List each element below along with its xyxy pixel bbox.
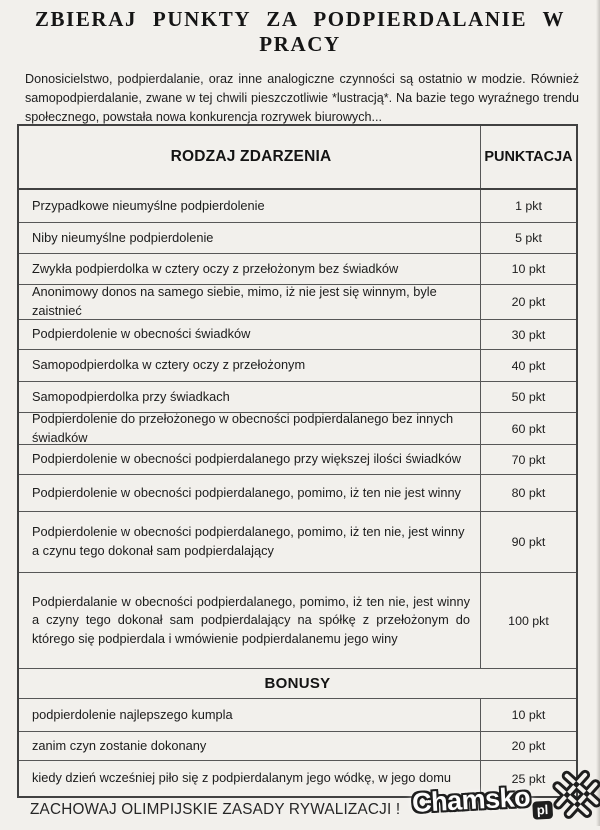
bonus-section-title: BONUSY (264, 675, 331, 692)
brand-tld-badge: pl (533, 801, 553, 820)
event-cell: Niby nieumyślne podpierdolenie (32, 229, 214, 245)
event-cell: kiedy dzień wcześniej piło się z podpierdalanym jego wódkę, w jego domu (32, 770, 451, 786)
event-cell: Podpierdolenie do przełożonego w obecności podpierdalanego bez innych świadków (32, 410, 454, 445)
table-row (19, 320, 576, 350)
points-cell: 60 pkt (480, 413, 576, 444)
event-cell: Zwykła podpierdolka w cztery oczy z przełożonym bez świadków (32, 260, 399, 276)
table-row (19, 190, 576, 223)
intro-paragraph: Donosicielstwo, podpierdalanie, oraz inne analogiczne czynności są ostatnio w modzie. Również samopodpierdalanie, zwane w tej chwili pieszczotliwie *lustracją*. Na bazie tego wyraźnego trendu społecznego, powstała nowa konkurencja rozrywek biurowych... (25, 72, 579, 125)
footer-note: ZACHOWAJ OLIMPIJSKIE ZASADY RYWALIZACJI ! (30, 801, 401, 818)
points-cell: 90 pkt (480, 512, 576, 572)
event-cell: podpierdolenie najlepszego kumpla (32, 706, 233, 722)
points-cell: 20 pkt (480, 285, 576, 319)
points-cell: 5 pkt (480, 223, 576, 253)
points-cell: 20 pkt (480, 732, 576, 760)
event-cell: Przypadkowe nieumyślne podpierdolenie (32, 197, 265, 213)
points-cell: 40 pkt (480, 350, 576, 381)
table-row (19, 285, 576, 320)
points-cell: 100 pkt (480, 573, 576, 668)
table-row (19, 732, 576, 761)
event-cell: Podpierdolenie w obecności świadków (32, 326, 251, 342)
points-cell: 10 pkt (480, 254, 576, 284)
page-title: ZBIERAJ PUNKTY ZA PODPIERDALANIE W PRACY (34, 7, 566, 56)
event-cell: Podpierdolenie w obecności podpierdalanego, pomimo, iż ten nie, jest winny a czynu tego dokonał sam podpierdalający (32, 524, 465, 558)
table-row (19, 699, 576, 732)
points-cell: 25 pkt (480, 761, 576, 796)
column-header-event: RODZAJ ZDARZENIA (170, 147, 332, 165)
event-cell: Podpierdolenie w obecności podpierdalanego, pomimo, iż ten nie jest winny (32, 484, 461, 500)
points-cell: 50 pkt (480, 382, 576, 412)
points-cell: 1 pkt (480, 190, 576, 222)
points-cell: 70 pkt (480, 445, 576, 474)
event-cell: zanim czyn zostanie dokonany (32, 737, 207, 753)
event-cell: Podpierdalanie w obecności podpierdalanego, pomimo, iż ten nie, jest winny a czyny tego dokonał sam podpierdalający na spółkę z przełożonym do którego się podpierdala i wmówienie podpierdalanemu jego winy (32, 593, 470, 646)
hash-grid-icon (549, 766, 600, 823)
bonus-section-header (19, 669, 576, 699)
table-row (19, 223, 576, 254)
chamsko-watermark (411, 766, 600, 830)
column-header-points: PUNKTACJA (480, 126, 576, 188)
points-cell: 80 pkt (480, 475, 576, 511)
event-cell: Anonimowy donos na samego siebie, mimo, iż nie jest się winnym, byle zaistnieć (32, 284, 437, 318)
table-row (19, 475, 576, 512)
points-cell: 30 pkt (480, 320, 576, 349)
score-table (17, 124, 578, 798)
table-row (19, 350, 576, 382)
table-row (19, 573, 576, 669)
event-cell: Samopodpierdolka w cztery oczy z przełożonym (32, 357, 306, 373)
event-cell: Podpierdolenie w obecności podpierdalanego przy większej ilości świadków (32, 451, 461, 467)
table-row (19, 410, 576, 445)
brand-text: Chamsko (411, 781, 532, 818)
points-cell: 10 pkt (480, 699, 576, 731)
table-row (19, 512, 576, 573)
table-header-row (19, 126, 576, 190)
table-row (19, 445, 576, 475)
event-cell: Samopodpierdolka przy świadkach (32, 388, 230, 404)
